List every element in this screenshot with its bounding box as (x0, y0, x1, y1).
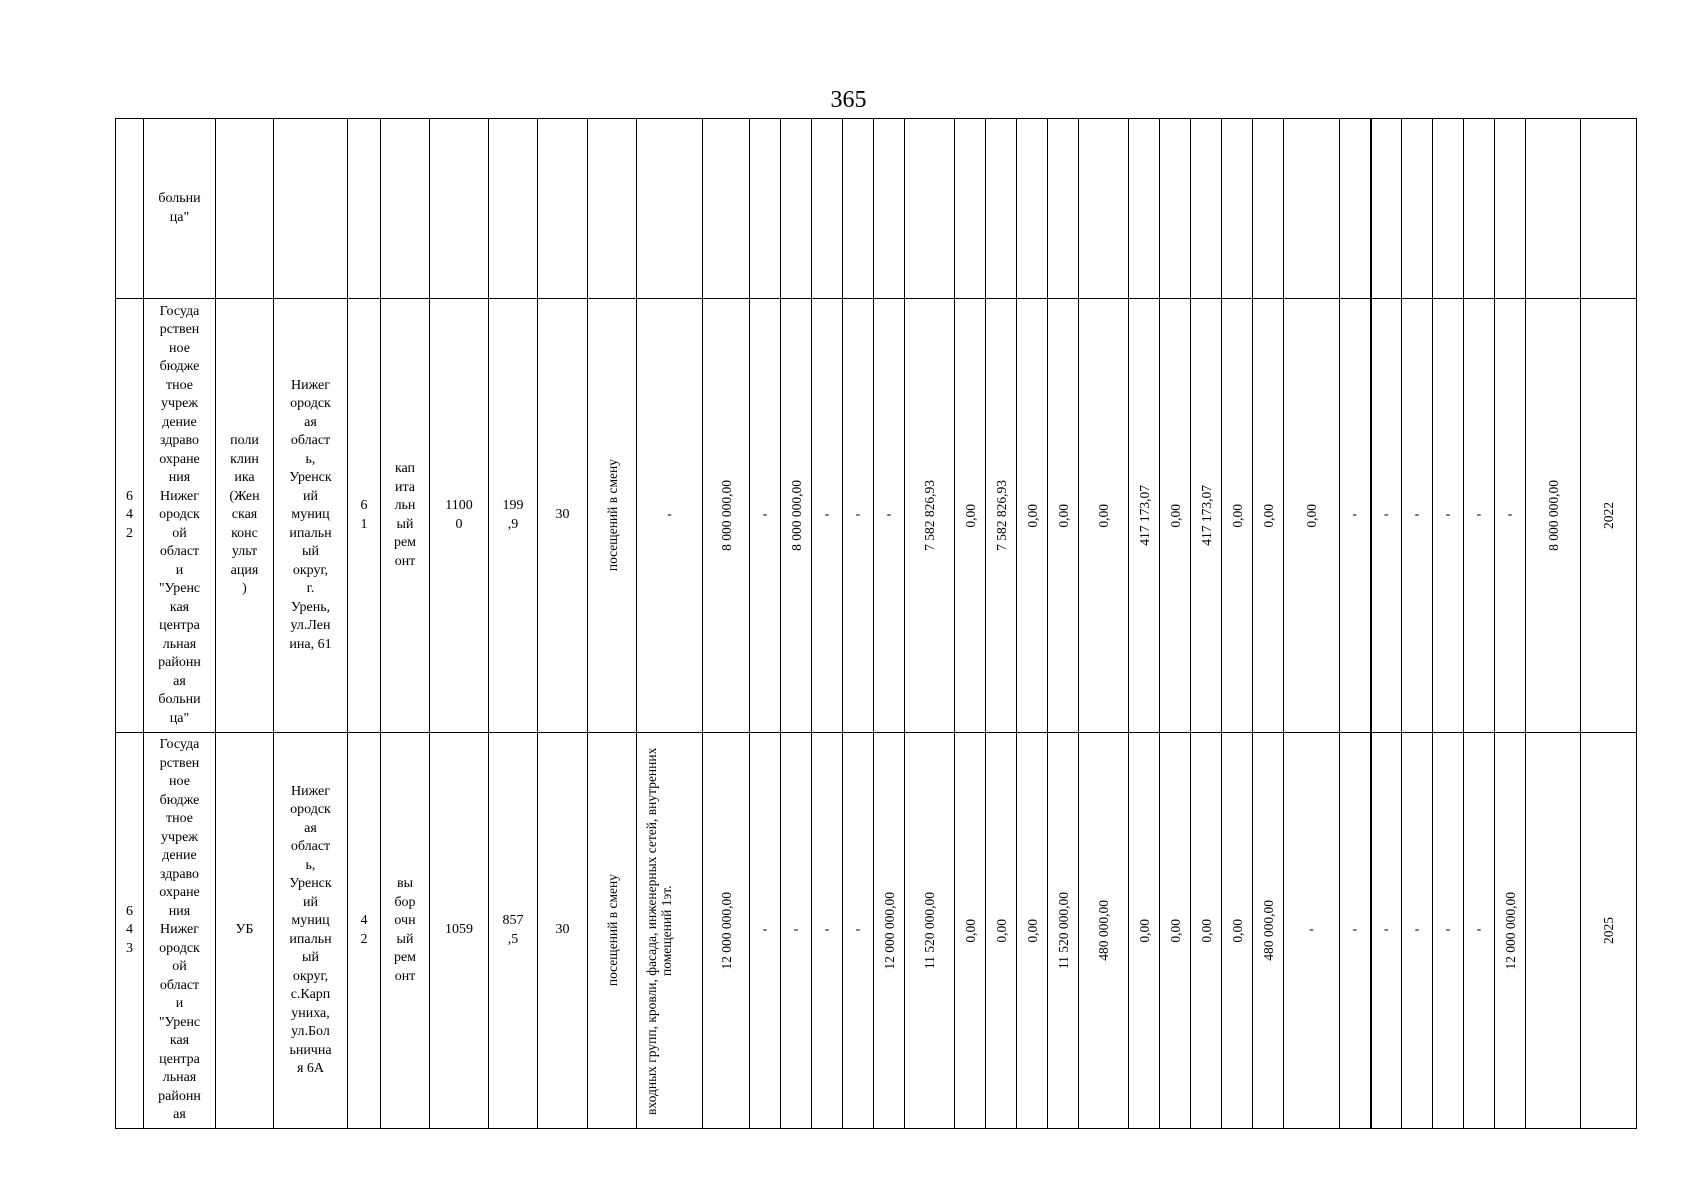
amount-cell (1129, 733, 1160, 1129)
amount-cell (750, 299, 781, 733)
amount-value: 7 582 826,93 (922, 480, 937, 551)
table-cell (1191, 119, 1222, 299)
institution-name-fragment: больни (158, 191, 201, 206)
table-cell (216, 119, 274, 299)
work-type-fragment: льн (394, 498, 416, 513)
amount-value: - (886, 507, 892, 523)
address-fragment: г. (306, 581, 315, 597)
institution-name-fragment: ния (168, 470, 191, 486)
institution-name-fragment: ное (169, 774, 190, 790)
institution-name-fragment: ой (172, 959, 187, 975)
table-row (116, 299, 1637, 733)
amount-cell (1079, 733, 1129, 1129)
amount-cell (1017, 733, 1048, 1129)
amount-value: 0,00 (962, 503, 978, 528)
year-cell (1581, 299, 1637, 733)
institution-name-fragment: учреж (161, 396, 198, 412)
address-fragment: ородск (290, 396, 331, 412)
table-cell (1402, 119, 1433, 299)
work-type-fragment: ита (395, 479, 415, 495)
work-type-fragment: ый (396, 516, 414, 532)
row-number-fragment: 2 (126, 525, 133, 541)
amount-cell (703, 299, 750, 733)
institution-name-fragment: ца" (169, 710, 190, 726)
amount-cell (812, 733, 843, 1129)
institution-name-fragment: област (159, 544, 200, 560)
institution-name-fragment: районн (158, 655, 201, 671)
capacity-fragment: ,9 (507, 516, 519, 532)
amount-value: 0,00 (1024, 918, 1040, 943)
amount-value: - (793, 922, 799, 938)
table-cell (986, 119, 1017, 299)
amount-cell (905, 299, 955, 733)
institution-name-cell (144, 733, 216, 1129)
work-description-cell (637, 733, 703, 1129)
address-fragment: ь, (305, 857, 316, 873)
table-cell (1079, 119, 1129, 299)
capacity-cell (489, 299, 538, 733)
amount-cell (874, 733, 905, 1129)
address-fragment: област (290, 433, 331, 449)
unit-text: посещений в смену (604, 459, 620, 572)
amount-cell (905, 733, 955, 1129)
table-cell (1526, 119, 1581, 299)
institution-name-fragment: бюдже (159, 792, 200, 808)
address-fragment: ь, (305, 451, 316, 467)
amount-cell (1079, 299, 1129, 733)
institution-name-cell (144, 119, 216, 299)
amount-cell (1191, 299, 1222, 733)
area-cell (430, 733, 489, 1129)
institution-name-fragment: област (159, 977, 200, 993)
institution-name-fragment: Нижег (159, 922, 200, 938)
institution-name-fragment: "Уренс (158, 1014, 201, 1030)
table-cell (348, 119, 381, 299)
institution-name-fragment: ния (168, 903, 191, 919)
address-fragment: ина, 61 (289, 636, 332, 652)
amount-value: 0,00 (993, 918, 1009, 943)
table-cell (1495, 119, 1526, 299)
work-type-cell (381, 733, 430, 1129)
amount-value: 0,00 (1096, 503, 1111, 528)
amount-value: 0,00 (1304, 503, 1319, 528)
table-cell (430, 119, 489, 299)
institution-name-fragment: бюдже (159, 359, 200, 375)
address-cell (274, 299, 348, 733)
amount-value: 12 000 000,00 (1502, 891, 1518, 970)
table-body (116, 119, 1637, 1129)
work-type-fragment: онт (394, 968, 416, 984)
row-number-cell (116, 299, 144, 733)
facility-type-cell (216, 733, 274, 1129)
amount-cell (1495, 299, 1526, 733)
amount-cell (1253, 299, 1284, 733)
address-fragment: ый (302, 544, 319, 560)
amount-cell (843, 299, 874, 733)
code-cell (348, 299, 381, 733)
amount-cell (1017, 299, 1048, 733)
table-cell (843, 119, 874, 299)
table-cell (1222, 119, 1253, 299)
table-cell (274, 119, 348, 299)
amount-cell (781, 299, 812, 733)
institution-name-fragment: дение (162, 414, 197, 430)
institution-name-fragment: ца" (169, 209, 190, 225)
amount-cell (1526, 299, 1581, 733)
area-fragment: 0 (455, 516, 463, 532)
address-fragment: ипальн (289, 525, 332, 541)
amount-cell (1402, 299, 1433, 733)
amount-value: 11 520 000,00 (1055, 891, 1071, 970)
amount-cell (1371, 733, 1402, 1129)
amount-value: 0,00 (1055, 503, 1071, 528)
facility-type-fragment: ация (230, 562, 259, 578)
address-fragment: ий (303, 488, 318, 504)
amount-value: 480 000,00 (1260, 900, 1276, 961)
power-cell (538, 733, 588, 1129)
address-fragment: ипальн (289, 931, 332, 947)
unit-text: посещений в смену (604, 874, 620, 987)
amount-value: 417 173,07 (1198, 485, 1214, 546)
amount-value: 0,00 (1198, 918, 1214, 943)
capacity-fragment: 199 (502, 498, 524, 513)
amount-cell (1284, 299, 1340, 733)
amount-cell (1402, 733, 1433, 1129)
amount-cell (1464, 299, 1495, 733)
address-fragment: округ, (292, 968, 329, 984)
area-cell (430, 299, 489, 733)
address-fragment: ий (303, 894, 318, 910)
work-type-fragment: бор (394, 894, 416, 910)
address-fragment: ородск (290, 802, 331, 817)
table-cell (1526, 733, 1581, 1129)
institution-name-fragment: центра (159, 618, 200, 634)
amount-value: - (1352, 507, 1358, 523)
amount-cell (1284, 733, 1340, 1129)
table-cell (1017, 119, 1048, 299)
amount-cell (1191, 733, 1222, 1129)
row-number-cell (116, 733, 144, 1129)
address-fragment: ьнична (289, 1042, 332, 1058)
amount-value: - (762, 922, 768, 938)
institution-name-fragment: ая (173, 673, 186, 689)
facility-type-fragment: поли (230, 433, 259, 449)
institution-name-fragment: ородск (159, 940, 200, 956)
work-type-fragment: кап (394, 461, 416, 476)
institution-name-fragment: ой (172, 525, 187, 541)
amount-cell (1222, 299, 1253, 733)
amount-cell (812, 299, 843, 733)
amount-value: - (1352, 922, 1358, 938)
amount-cell (781, 733, 812, 1129)
table-cell (955, 119, 986, 299)
institution-name-fragment: тное (166, 811, 193, 827)
facility-type-cell (216, 299, 274, 733)
year-cell (1581, 733, 1637, 1129)
amount-value: - (855, 922, 861, 938)
institution-name-cell (144, 299, 216, 733)
address-fragment: с.Карп (290, 987, 331, 1002)
institution-name-fragment: ное (169, 340, 190, 356)
facility-type-fragment: (Жен (229, 488, 260, 504)
institution-name-fragment: и (175, 562, 184, 578)
capacity-fragment: ,5 (507, 931, 519, 947)
year-value: 2022 (1601, 502, 1616, 529)
amount-cell (1433, 733, 1464, 1129)
work-type-fragment: онт (394, 553, 416, 569)
area-fragment: 1100 (445, 498, 473, 513)
amount-cell (750, 733, 781, 1129)
amount-value: - (1309, 922, 1314, 938)
row-number-fragment: 4 (126, 922, 133, 938)
address-fragment: я 6А (296, 1061, 325, 1076)
institution-name-fragment: Госуда (159, 737, 200, 753)
amount-value: 0,00 (1024, 503, 1040, 528)
table-row (116, 119, 1637, 299)
amount-cell (1433, 299, 1464, 733)
institution-name-fragment: здраво (159, 433, 200, 449)
facility-type-fragment: ика (234, 470, 255, 486)
power-value: 30 (555, 507, 570, 523)
address-fragment: ул.Бол (291, 1024, 330, 1039)
amount-value: 8 000 000,00 (718, 480, 734, 551)
capacity-cell (489, 733, 538, 1129)
amount-value: - (1507, 507, 1513, 523)
amount-cell (955, 733, 986, 1129)
table-cell (750, 119, 781, 299)
amount-value: - (1414, 922, 1420, 938)
address-fragment: Урень, (290, 599, 331, 615)
facility-type-fragment: конс (231, 525, 258, 541)
table-cell (1284, 119, 1340, 299)
institution-name-fragment: здраво (159, 866, 200, 882)
year-value: 2025 (1601, 917, 1616, 944)
amount-cell (703, 733, 750, 1129)
table-cell (538, 119, 588, 299)
address-fragment: област (290, 839, 331, 854)
amount-cell (986, 733, 1017, 1129)
address-fragment: округ, (292, 562, 329, 578)
table-cell (1129, 119, 1160, 299)
table-cell (116, 119, 144, 299)
address-fragment: Нижег (290, 783, 331, 799)
page-number: 365 (830, 87, 867, 113)
institution-name-fragment: учреж (161, 829, 198, 845)
address-fragment: муниц (291, 913, 330, 928)
institution-name-fragment: льная (162, 636, 197, 652)
amount-value: - (1383, 922, 1389, 938)
code-fragment: 6 (360, 498, 368, 513)
address-fragment: ул.Лен (290, 618, 331, 634)
work-description-cell (637, 299, 703, 733)
code-fragment: 2 (360, 931, 368, 947)
institution-name-fragment: больни (158, 692, 201, 708)
unit-cell (588, 733, 637, 1129)
institution-name-fragment: и (175, 996, 184, 1012)
amount-cell (1464, 733, 1495, 1129)
amount-cell (1371, 299, 1402, 733)
table-cell (703, 119, 750, 299)
amount-cell (1495, 733, 1526, 1129)
amount-value: 8 000 000,00 (788, 480, 804, 551)
amount-cell (986, 299, 1017, 733)
institution-name-fragment: дение (162, 848, 197, 864)
row-number-fragment: 4 (126, 507, 133, 523)
work-type-fragment: вы (396, 876, 414, 891)
institution-name-fragment: "Уренс (158, 581, 201, 597)
table-cell (1160, 119, 1191, 299)
amount-value: - (1445, 507, 1451, 523)
amount-value: - (1476, 507, 1482, 523)
amount-value: 0,00 (1167, 503, 1183, 528)
amount-value: 7 582 826,93 (993, 480, 1009, 551)
table-cell (1371, 119, 1402, 299)
amount-cell (1129, 299, 1160, 733)
code-cell (348, 733, 381, 1129)
amount-value: - (855, 507, 861, 523)
work-type-cell (381, 299, 430, 733)
amount-cell (874, 299, 905, 733)
amount-cell (1253, 733, 1284, 1129)
unit-cell (588, 299, 637, 733)
address-fragment: Нижег (290, 377, 331, 393)
institution-name-fragment: ородск (159, 507, 200, 523)
amount-value: - (824, 507, 830, 523)
power-cell (538, 299, 588, 733)
institution-name-fragment: Нижег (159, 488, 200, 504)
amount-value: - (1476, 922, 1482, 938)
amount-value: 0,00 (1260, 503, 1276, 528)
amount-cell (955, 299, 986, 733)
amount-cell (1160, 299, 1191, 733)
amount-cell (1222, 733, 1253, 1129)
amount-value: 0,00 (1229, 503, 1245, 528)
amount-value: 417 173,07 (1136, 485, 1152, 546)
table-cell (1253, 119, 1284, 299)
capacity-fragment: 857 (502, 913, 524, 928)
work-type-fragment: очн (394, 913, 416, 928)
amount-value: - (1414, 507, 1420, 523)
institution-name-fragment: тное (166, 377, 193, 393)
amount-value: - (762, 507, 768, 523)
table-cell (1433, 119, 1464, 299)
facility-type-fragment: ская (231, 507, 258, 523)
table-cell (381, 119, 430, 299)
code-fragment: 4 (360, 913, 368, 928)
facility-type-fragment: ульт (231, 544, 258, 560)
table-cell (812, 119, 843, 299)
work-type-fragment: рем (393, 535, 417, 550)
facility-type-fragment: УБ (235, 922, 254, 938)
amount-value: 11 520 000,00 (922, 891, 937, 970)
amount-cell (1048, 733, 1079, 1129)
table-cell (637, 119, 703, 299)
address-fragment: ая (304, 414, 317, 430)
address-fragment: Уренск (289, 470, 332, 486)
amount-value: - (824, 922, 830, 938)
amount-value: - (1383, 507, 1389, 523)
institution-name-fragment: Госуда (159, 303, 200, 319)
amount-cell (1340, 299, 1371, 733)
address-fragment: ая (304, 820, 317, 836)
amount-cell (843, 733, 874, 1129)
amount-cell (1160, 733, 1191, 1129)
work-description-text: входных групп, кровли, фасада, инженерных сетей, внутренних помещений 1эт. (643, 746, 674, 1115)
amount-value: 480 000,00 (1096, 900, 1111, 961)
row-number-fragment: 6 (126, 903, 133, 919)
amount-value: 0,00 (1136, 918, 1152, 943)
amount-cell (1340, 733, 1371, 1129)
institution-name-fragment: центра (159, 1051, 200, 1067)
institution-name-fragment: районн (158, 1088, 201, 1104)
table-cell (1581, 119, 1637, 299)
facility-type-fragment: клин (230, 451, 259, 467)
amount-value: - (1445, 922, 1451, 938)
address-cell (274, 733, 348, 1129)
code-fragment: 1 (360, 516, 368, 532)
institution-name-fragment: охране (159, 451, 200, 467)
address-fragment: муниц (291, 507, 330, 523)
table-cell (1048, 119, 1079, 299)
table-cell (905, 119, 955, 299)
amount-value: 8 000 000,00 (1545, 480, 1561, 551)
institution-name-fragment: кая (169, 599, 190, 615)
institution-name-fragment: рствен (159, 322, 200, 338)
table-cell (781, 119, 812, 299)
address-fragment: Уренск (289, 876, 332, 891)
institution-name-fragment: льная (162, 1070, 197, 1086)
work-description-text: - (667, 507, 672, 523)
table-cell (489, 119, 538, 299)
amount-value: 12 000 000,00 (881, 891, 897, 970)
institution-name-fragment: кая (169, 1033, 190, 1049)
facility-type-fragment: ) (242, 581, 247, 597)
address-fragment: униха, (291, 1005, 330, 1021)
table-cell (588, 119, 637, 299)
amount-value: 0,00 (1167, 918, 1183, 943)
area-value: 1059 (445, 922, 473, 938)
data-table (115, 118, 1637, 1129)
row-number-fragment: 6 (126, 488, 133, 504)
table-cell (874, 119, 905, 299)
institution-name-fragment: рствен (159, 755, 200, 771)
amount-value: 0,00 (962, 918, 978, 943)
table-cell (1464, 119, 1495, 299)
row-number-fragment: 3 (126, 940, 133, 956)
table-cell (1340, 119, 1371, 299)
institution-name-fragment: охране (159, 885, 200, 901)
power-value: 30 (555, 922, 570, 938)
table-row (116, 733, 1637, 1129)
work-type-fragment: рем (393, 950, 417, 965)
amount-value: 12 000 000,00 (718, 891, 734, 970)
address-fragment: ый (302, 950, 319, 965)
institution-name-fragment: ая (173, 1107, 186, 1123)
work-type-fragment: ый (396, 931, 414, 947)
amount-cell (1048, 299, 1079, 733)
amount-value: 0,00 (1229, 918, 1245, 943)
